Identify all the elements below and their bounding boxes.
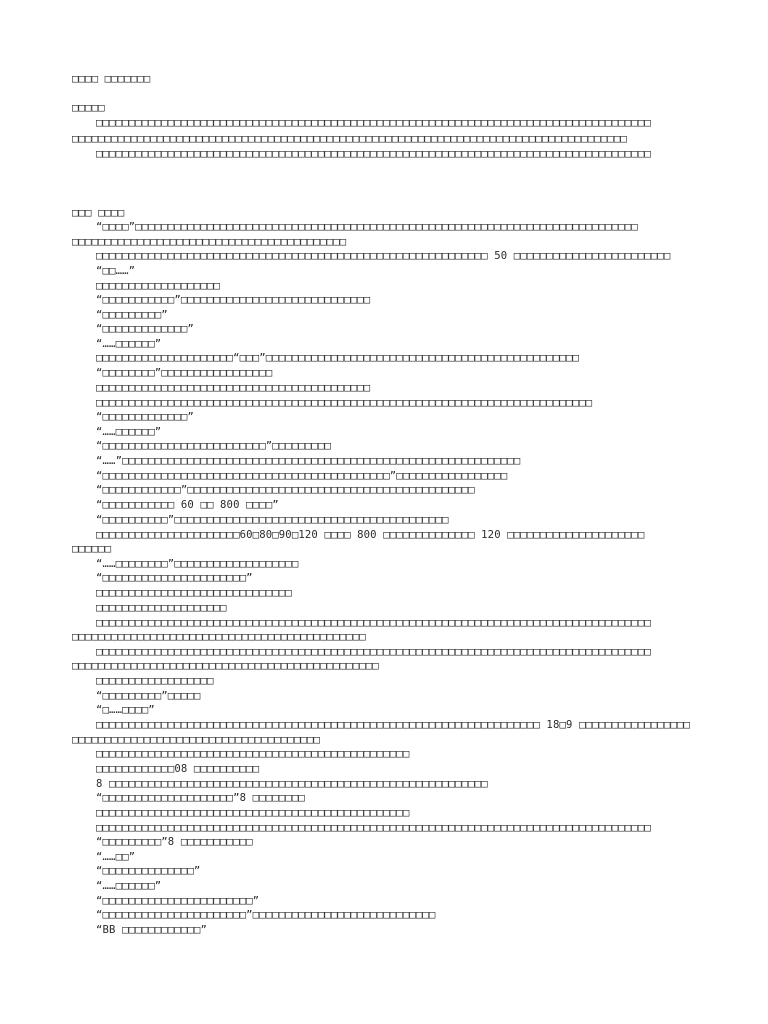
body-line: □□□□□□□□□□□□□□□□□□□□□□□□□□□□□□□□□□□□□□□□□□□□□□□ — [72, 660, 379, 672]
body-line: □□□□□□□□□□□□□□□□□□□□□□□□□□□□□□□□□□□□□□□□□□□□□□□□□□□□□□□□□□□□ 50 □□□□□□□□□□□□□□□□□□□□□□□□ — [96, 250, 671, 262]
body-line: □□□□□□ — [72, 543, 112, 555]
body-line: “……”□□□□□□□□□□□□□□□□□□□□□□□□□□□□□□□□□□□□□□□□□□□□□□□□□□□□□□□□□□□□□ — [96, 455, 521, 467]
chapter-title: □□□□ □□□□□□□ — [72, 73, 151, 85]
body-line: “□□□□□□□□□□□□□□□□□□□□□□” — [96, 572, 253, 584]
body-line: □□□□□□□□□□□□□□□□□□□□□□60□80□90□120 □□□□ 800 □□□□□□□□□□□□□□ 120 □□□□□□□□□□□□□□□□□□□□□ — [96, 529, 645, 541]
body-line: □□□□□□□□□□□□□□□□□□□□□□□□□□□□□□□□□□□□□□□□□□□□□□□□□□□□□□□□□□□□□□□□□□□□□□□□□□□□□□□□□□□□□ — [96, 646, 651, 658]
body-line: “□□……” — [96, 265, 136, 277]
body-line: “□□□□□□□□□□□ 60 □□ 800 □□□□” — [96, 499, 279, 511]
body-line: □□□□□□□□□□□□□□□□□□□□□□□□□□□□□□□□□□□□□□□□□□□□□ — [72, 631, 366, 643]
body-line: “□□□□□□□□□□□□□□□□□□□□□□□□□□□□□□□□□□□□□□□□□□□□”□□□□□□□□□□□□□□□□□ — [96, 470, 508, 482]
body-line: □□□□□□□□□□□□□□□□□□□□□□□□□□□□□□ — [96, 587, 292, 599]
preface-line: □□□□□□□□□□□□□□□□□□□□□□□□□□□□□□□□□□□□□□□□□□□□□□□□□□□□□□□□□□□□□□□□□□□□□□□□□□□□□□□□□□□□□ — [96, 148, 651, 160]
body-line: “□□□□□□□□□□□□□□□□□□□□□□□” — [96, 895, 260, 907]
body-line: □□□□□□□□□□□□□□□□□□□ — [96, 280, 221, 292]
body-line: □□□□□□□□□□□□□□□□□□□□□□□□□□□□□□□□□□□□□□□□□□□□□□□□ — [96, 807, 410, 819]
body-line: “□□□□□□□□□□□□”□□□□□□□□□□□□□□□□□□□□□□□□□□□□□□□□□□□□□□□□□□□□ — [96, 484, 475, 496]
body-line: “□□□□□□□□□□□□□” — [96, 411, 194, 423]
body-line: “……□□” — [96, 851, 136, 863]
body-line: □□□□□□□□□□□□□□□□□□□□□□□□□□□□□□□□□□□□□□□□□□□□□□□□ — [96, 748, 410, 760]
body-line: “□□□□□□□□□”□□□□□ — [96, 690, 201, 702]
body-line: “□……□□□□” — [96, 704, 155, 716]
body-line: □□□□□□□□□□□□□□□□□□□□□□□□□□□□□□□□□□□□□□□□□□□□□□□□□□□□□□□□□□□□□□□□□□□□□□□□□□□□□□□□□□□□□ — [96, 617, 651, 629]
body-line: “□□□□”□□□□□□□□□□□□□□□□□□□□□□□□□□□□□□□□□□□□□□□□□□□□□□□□□□□□□□□□□□□□□□□□□□□□□□□□□□□□□ — [96, 221, 638, 233]
preface-line: □□□□□□□□□□□□□□□□□□□□□□□□□□□□□□□□□□□□□□□□□□□□□□□□□□□□□□□□□□□□□□□□□□□□□□□□□□□□□□□□□□□□□ — [72, 133, 627, 145]
body-line: “□□□□□□□□□□□”□□□□□□□□□□□□□□□□□□□□□□□□□□□□□ — [96, 294, 371, 306]
body-line: □□□□□□□□□□□□□□□□□□□□□□□□□□□□□□□□□□□□□□□□□□□□□□□□□□□□□□□□□□□□□□□□□□□□□□□□□□□□□□□□□□□□□ — [96, 822, 651, 834]
body-line: “……□□□□□□” — [96, 338, 162, 350]
body-line: □□□□□□□□□□□□□□□□□□□□ — [96, 602, 227, 614]
body-line: □□□□□□□□□□□□□□□□□□□□□□□□□□□□□□□□□□□□□□□□□□ — [96, 382, 371, 394]
body-line: “□□□□□□□□”□□□□□□□□□□□□□□□□□ — [96, 367, 273, 379]
body-line: “BB □□□□□□□□□□□□” — [96, 924, 207, 936]
body-line: □□□□□□□□□□□□□□□□□□□□□“□□□”□□□□□□□□□□□□□□□□□□□□□□□□□□□□□□□□□□□□□□□□□□□□□□□□ — [96, 352, 580, 364]
body-line: □□□□□□□□□□□□□□□□□□ — [96, 675, 214, 687]
body-line: “□□□□□□□□□□□□□□□□□□□□□□□□□”□□□□□□□□□ — [96, 440, 332, 452]
body-line: “□□□□□□□□□□□□□□□□□□□□□□”□□□□□□□□□□□□□□□□□□□□□□□□□□□□ — [96, 909, 436, 921]
body-line: “……□□□□□□” — [96, 880, 162, 892]
body-line: “……□□□□□□□□”□□□□□□□□□□□□□□□□□□□ — [96, 558, 299, 570]
body-line: □□□□□□□□□□□□□□□□□□□□□□□□□□□□□□□□□□□□□□□□□□□□□□□□□□□□□□□□□□□□□□□□□□□□ 18□9 □□□□□□□□□□□□□□□□□ — [96, 719, 691, 731]
body-line: “□□□□□□□□□”8 □□□□□□□□□□□ — [96, 836, 253, 848]
body-line: “……□□□□□□” — [96, 426, 162, 438]
body-line: “□□□□□□□□□” — [96, 309, 168, 321]
body-line: “□□□□□□□□□□□□□□□□□□□□”8 □□□□□□□□ — [96, 792, 305, 804]
body-line: “□□□□□□□□□□□□□□” — [96, 865, 201, 877]
body-line: 8 □□□□□□□□□□□□□□□□□□□□□□□□□□□□□□□□□□□□□□□□□□□□□□□□□□□□□□□□□□ — [96, 778, 488, 790]
body-line: □□□□□□□□□□□□□□□□□□□□□□□□□□□□□□□□□□□□□□□□□□□□□□□□□□□□□□□□□□□□□□□□□□□□□□□□□□□□ — [96, 397, 593, 409]
body-line: □□□□□□□□□□□□08 □□□□□□□□□□ — [96, 763, 260, 775]
body-line: □□□□□□□□□□□□□□□□□□□□□□□□□□□□□□□□□□□□□□ — [72, 734, 321, 746]
preface-heading: □□□□□ — [72, 102, 105, 114]
section-heading: □□□ □□□□ — [72, 207, 125, 219]
body-line: “□□□□□□□□□□”□□□□□□□□□□□□□□□□□□□□□□□□□□□□□□□□□□□□□□□□□□ — [96, 514, 449, 526]
body-line: □□□□□□□□□□□□□□□□□□□□□□□□□□□□□□□□□□□□□□□□□□ — [72, 236, 347, 248]
body-line: “□□□□□□□□□□□□□” — [96, 323, 194, 335]
preface-line: □□□□□□□□□□□□□□□□□□□□□□□□□□□□□□□□□□□□□□□□□□□□□□□□□□□□□□□□□□□□□□□□□□□□□□□□□□□□□□□□□□□□□ — [96, 117, 651, 129]
